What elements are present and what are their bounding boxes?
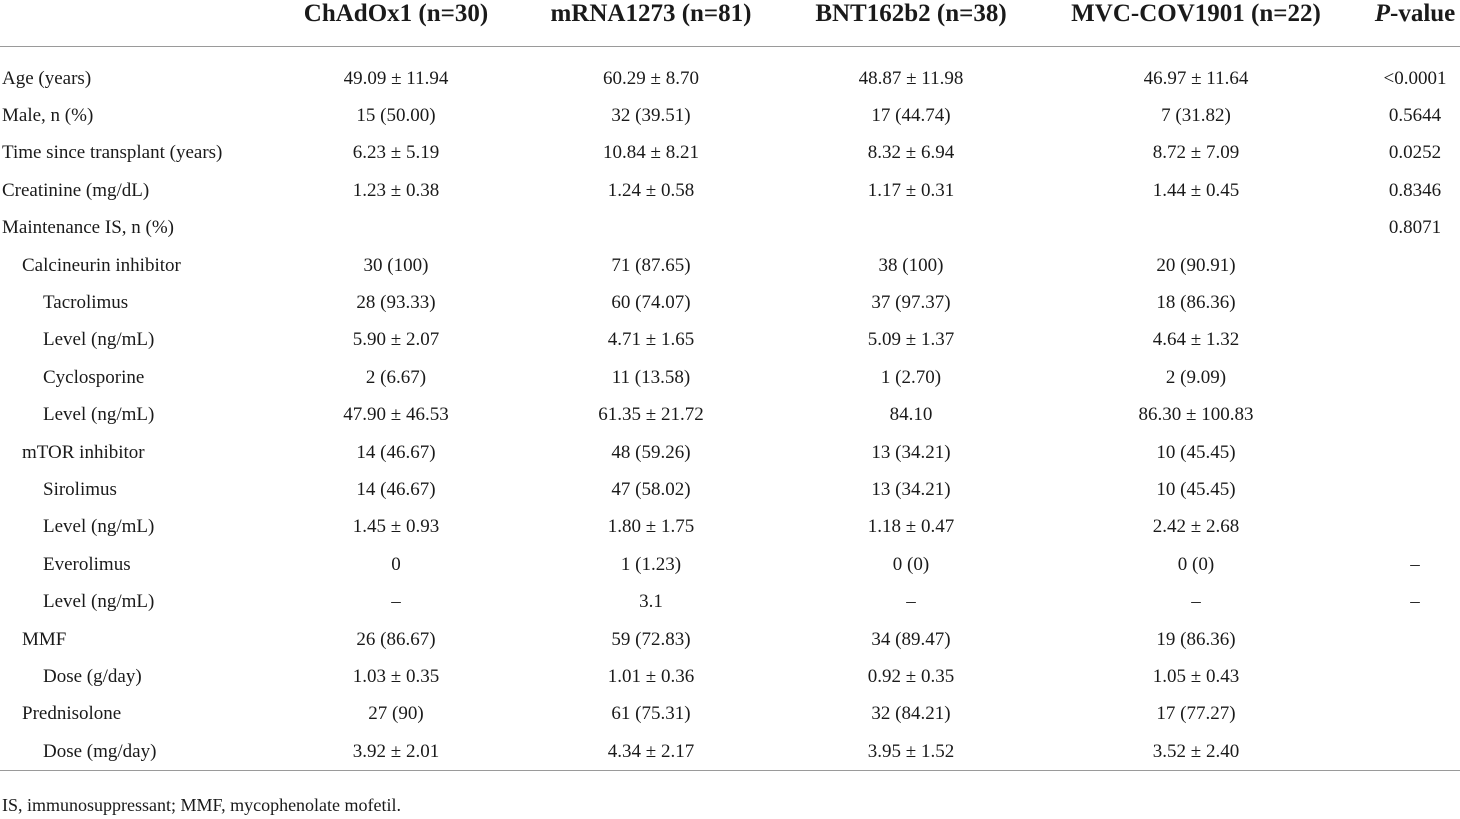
cell-mvc-cov1901: 4.64 ± 1.32 [1152, 329, 1240, 351]
row-label: Level (ng/mL) [43, 329, 155, 351]
table-row [0, 359, 1460, 396]
table-row [0, 733, 1460, 771]
table-footnote: IS, immunosuppressant; MMF, mycophenolate mofetil. [2, 795, 402, 815]
table-row [0, 621, 1460, 658]
table-row [0, 509, 1460, 546]
cell-bnt162b2: 13 (34.21) [871, 441, 951, 463]
table-row [0, 284, 1460, 321]
header-label-column [0, 0, 290, 47]
spacer-cell [0, 47, 1460, 61]
row-label: Time since transplant (years) [2, 142, 223, 164]
cell-bnt162b2: 17 (44.74) [871, 105, 951, 127]
cell-bnt162b2: 1.17 ± 0.31 [867, 179, 955, 201]
cell-pvalue [1370, 658, 1460, 695]
cell-mvc-cov1901: 20 (90.91) [1156, 254, 1236, 276]
table-row [0, 546, 1460, 583]
cell-mrna1273: 61 (75.31) [611, 703, 691, 725]
cell-mvc-cov1901: 7 (31.82) [1161, 105, 1231, 127]
cell-bnt162b2: 34 (89.47) [871, 628, 951, 650]
cell-mrna1273: 1.01 ± 0.36 [607, 665, 695, 687]
row-label: Male, n (%) [2, 105, 94, 127]
row-label: Level (ng/mL) [43, 516, 155, 538]
cell-bnt162b2: 3.95 ± 1.52 [800, 733, 1022, 771]
row-label: Cyclosporine [43, 366, 145, 388]
table-row [0, 322, 1460, 359]
cell-mvc-cov1901: 19 (86.36) [1156, 628, 1236, 650]
cell-mvc-cov1901 [1022, 210, 1370, 247]
cell-mrna1273: 47 (58.02) [611, 478, 691, 500]
cell-mvc-cov1901: 1.05 ± 0.43 [1152, 665, 1240, 687]
cell-mrna1273: 11 (13.58) [611, 366, 691, 388]
cell-mvc-cov1901: 2 (9.09) [1165, 366, 1227, 388]
cell-mrna1273: 10.84 ± 8.21 [603, 142, 699, 164]
spacer-row [0, 47, 1460, 61]
table-row [0, 210, 1460, 247]
cell-mrna1273: 3.1 [639, 591, 663, 613]
cell-pvalue: 0.5644 [1388, 105, 1442, 127]
cell-bnt162b2: 84.10 [889, 404, 933, 426]
cell-pvalue [1370, 359, 1460, 396]
row-label: Sirolimus [43, 478, 117, 500]
cell-mrna1273: 32 (39.51) [611, 105, 691, 127]
cell-mrna1273: 1.24 ± 0.58 [607, 179, 695, 201]
row-label: Calcineurin inhibitor [22, 254, 181, 276]
cell-chadox1: 14 (46.67) [356, 441, 436, 463]
cell-chadox1: 3.92 ± 2.01 [290, 733, 502, 771]
row-label: Age (years) [2, 67, 92, 89]
header-pvalue [1370, 0, 1460, 47]
row-label: Everolimus [43, 553, 131, 575]
table-row [0, 397, 1460, 434]
cell-pvalue [1370, 621, 1460, 658]
row-label: Tacrolimus [43, 292, 129, 314]
cell-bnt162b2 [800, 210, 1022, 247]
cell-chadox1: 1.45 ± 0.93 [352, 516, 440, 538]
table-row [0, 172, 1460, 209]
cell-bnt162b2: – [906, 591, 916, 613]
row-label: Level (ng/mL) [43, 591, 155, 613]
table-row [0, 97, 1460, 134]
header-mvc-cov1901: MVC-COV1901 (n=22) [1022, 0, 1370, 47]
row-label: Maintenance IS, n (%) [2, 217, 174, 239]
row-label: Creatinine (mg/dL) [2, 179, 150, 201]
cell-chadox1: 15 (50.00) [356, 105, 436, 127]
cell-mrna1273: 48 (59.26) [611, 441, 691, 463]
cell-mrna1273: 1.80 ± 1.75 [607, 516, 695, 538]
cell-mrna1273: 1 (1.23) [620, 553, 682, 575]
cell-bnt162b2: 1.18 ± 0.47 [867, 516, 955, 538]
header-chadox1: ChAdOx1 (n=30) [290, 0, 502, 47]
cell-mrna1273: 60.29 ± 8.70 [603, 67, 699, 89]
row-label: Prednisolone [22, 703, 122, 725]
table-row [0, 696, 1460, 733]
cell-chadox1: 47.90 ± 46.53 [343, 404, 449, 426]
row-label: mTOR inhibitor [22, 441, 145, 463]
cell-chadox1: 27 (90) [368, 703, 424, 725]
cell-pvalue: 0.8071 [1388, 217, 1442, 239]
cell-pvalue [1370, 434, 1460, 471]
cell-mvc-cov1901: 10 (45.45) [1156, 478, 1236, 500]
cell-pvalue: – [1410, 553, 1420, 575]
cell-mrna1273 [502, 210, 800, 247]
cell-mrna1273: 4.71 ± 1.65 [607, 329, 695, 351]
cell-chadox1: 2 (6.67) [365, 366, 427, 388]
row-label: Dose (mg/day) [0, 733, 290, 771]
cell-pvalue: 0.8346 [1388, 179, 1442, 201]
row-label: Dose (g/day) [43, 665, 142, 687]
cell-mvc-cov1901: 2.42 ± 2.68 [1152, 516, 1240, 538]
table-row [0, 658, 1460, 695]
cell-bnt162b2: 13 (34.21) [871, 478, 951, 500]
cell-bnt162b2: 38 (100) [878, 254, 944, 276]
table-row [0, 583, 1460, 620]
cell-mvc-cov1901: 1.44 ± 0.45 [1152, 179, 1240, 201]
cell-chadox1: – [391, 591, 401, 613]
cell-mrna1273: 61.35 ± 21.72 [598, 404, 704, 426]
header-pvalue-rest: -value [1390, 0, 1456, 27]
header-pvalue-italic: P [1374, 0, 1390, 27]
cell-mvc-cov1901: 17 (77.27) [1156, 703, 1236, 725]
cell-pvalue [1370, 247, 1460, 284]
cell-mrna1273: 59 (72.83) [611, 628, 691, 650]
cell-mvc-cov1901: 3.52 ± 2.40 [1022, 733, 1370, 771]
cell-bnt162b2: 5.09 ± 1.37 [867, 329, 955, 351]
cell-mvc-cov1901: 0 (0) [1177, 553, 1215, 575]
cell-chadox1: 1.23 ± 0.38 [352, 179, 440, 201]
cell-mvc-cov1901: – [1191, 591, 1201, 613]
cell-pvalue [1370, 284, 1460, 321]
cell-mvc-cov1901: 86.30 ± 100.83 [1138, 404, 1254, 426]
cell-bnt162b2: 1 (2.70) [880, 366, 942, 388]
cell-pvalue: <0.0001 [1383, 67, 1447, 89]
cell-pvalue [1370, 696, 1460, 733]
cell-bnt162b2: 8.32 ± 6.94 [867, 142, 955, 164]
cell-mvc-cov1901: 18 (86.36) [1156, 292, 1236, 314]
cell-mrna1273: 60 (74.07) [611, 292, 691, 314]
cell-chadox1: 14 (46.67) [356, 478, 436, 500]
table-row [0, 60, 1460, 97]
cell-chadox1: 5.90 ± 2.07 [352, 329, 440, 351]
cell-pvalue [1370, 509, 1460, 546]
table-row [0, 135, 1460, 172]
cell-chadox1: 28 (93.33) [356, 292, 436, 314]
cell-pvalue [1370, 471, 1460, 508]
table-row [0, 471, 1460, 508]
cell-pvalue [1370, 322, 1460, 359]
table-header-row [0, 0, 1460, 47]
cell-chadox1: 6.23 ± 5.19 [352, 142, 440, 164]
table-row [0, 434, 1460, 471]
cell-pvalue [1370, 397, 1460, 434]
cell-pvalue: 0.0252 [1388, 142, 1442, 164]
cell-pvalue: – [1410, 591, 1420, 613]
cell-chadox1: 0 [391, 553, 401, 575]
header-mrna1273: mRNA1273 (n=81) [502, 0, 800, 47]
cell-mvc-cov1901: 10 (45.45) [1156, 441, 1236, 463]
cell-mrna1273: 4.34 ± 2.17 [502, 733, 800, 771]
cell-bnt162b2: 0 (0) [892, 553, 930, 575]
row-label: MMF [22, 628, 67, 650]
cell-chadox1: 30 (100) [363, 254, 429, 276]
cell-mrna1273: 71 (87.65) [611, 254, 691, 276]
cell-chadox1: 49.09 ± 11.94 [343, 67, 449, 89]
cell-chadox1 [290, 210, 502, 247]
cell-pvalue [1370, 733, 1460, 771]
table-row [0, 247, 1460, 284]
cell-bnt162b2: 32 (84.21) [871, 703, 951, 725]
cell-bnt162b2: 0.92 ± 0.35 [867, 665, 955, 687]
row-label: Level (ng/mL) [43, 404, 155, 426]
cell-mvc-cov1901: 46.97 ± 11.64 [1143, 67, 1249, 89]
cell-bnt162b2: 37 (97.37) [871, 292, 951, 314]
cell-chadox1: 26 (86.67) [356, 628, 436, 650]
header-bnt162b2: BNT162b2 (n=38) [800, 0, 1022, 47]
cell-mvc-cov1901: 8.72 ± 7.09 [1152, 142, 1240, 164]
cell-chadox1: 1.03 ± 0.35 [352, 665, 440, 687]
cell-bnt162b2: 48.87 ± 11.98 [858, 67, 964, 89]
